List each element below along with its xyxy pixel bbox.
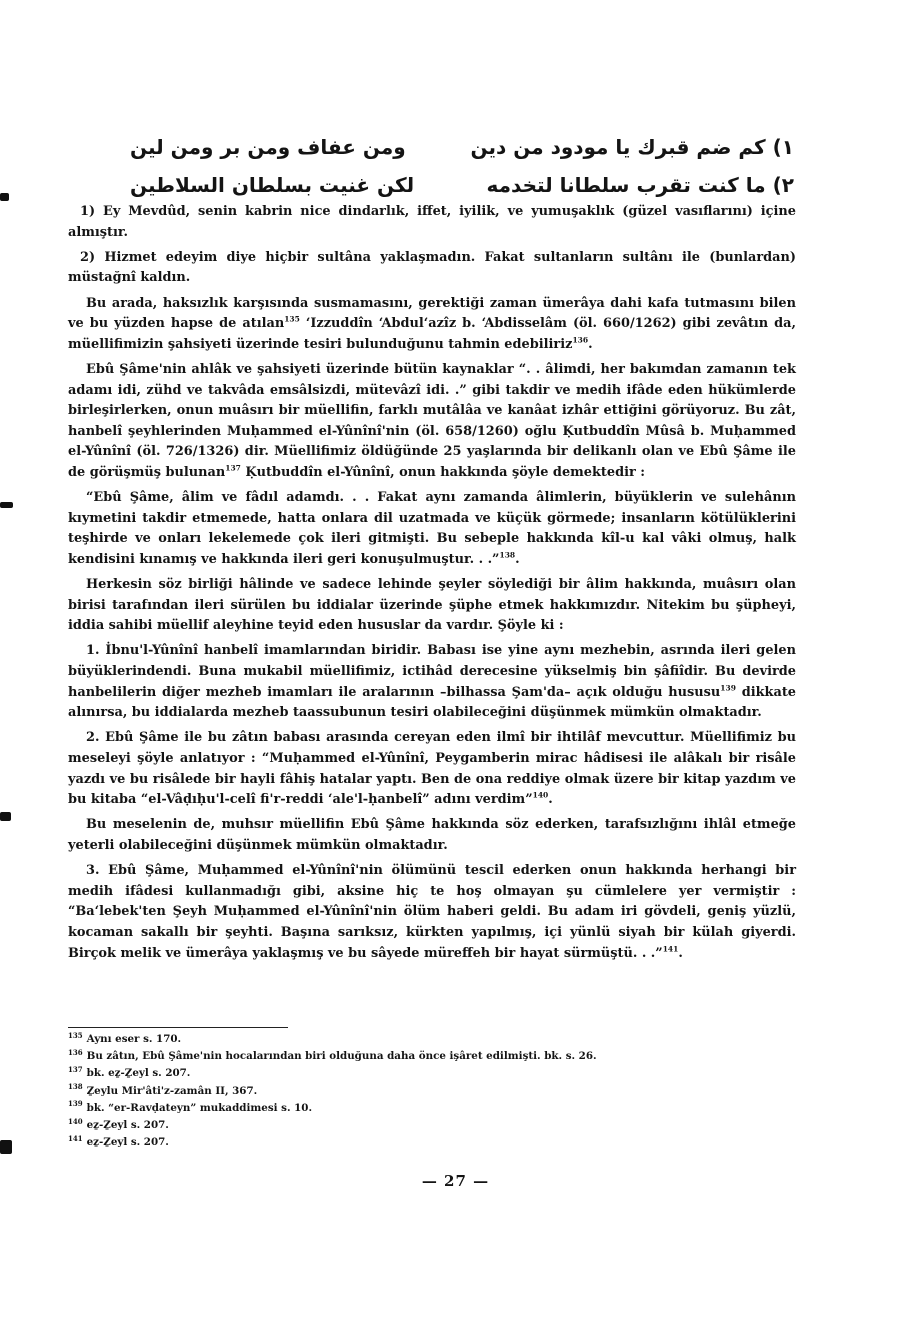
verse-1-first-hemistich: ١) كم ضم قبرك يا مودود من دين [470, 135, 794, 159]
arabic-verses [70, 128, 800, 204]
verse-line-1 [70, 128, 800, 166]
footnote-ref: 135 [284, 314, 300, 324]
paragraph: Bu arada, haksızlık karşısında susmamasını, gerektiği zaman ümerâya dahi kafa tutmasını bilen ve bu yüzden hapse de atılan$^{135}$ ‘Izzuddîn ‘Abdul‘azîz b. ‘Abdisselâm (öl. 660/1262) gibi zevâtın da, müellifimizin şahsiyeti üzerinde tesiri bulunduğunu tahmin edebiliriz$^{136}$. [68, 295, 796, 352]
footnote: $^{140}$ eẕ-Ẕeyl s. 207. [68, 1116, 169, 1132]
scan-edge-mark [0, 1140, 12, 1154]
scan-edge-mark [0, 193, 9, 201]
body-text [68, 202, 796, 969]
verse-line-2 [70, 166, 800, 204]
verse-1-second-hemistich: ومن عفاف ومن بر ومن لين [130, 135, 406, 159]
scan-edge-mark [0, 502, 13, 508]
verse-2-second-hemistich: لكن غنيت بسلطان السلاطين [130, 173, 415, 197]
footnote: $^{136}$ Bu zâtın, Ebû Şâme'nin hocalarından biri olduğuna daha önce işâret edilmişti. bk. s. 26. [68, 1047, 597, 1063]
footnote-ref: 137 [225, 463, 241, 473]
footnote-ref: 138 [499, 550, 516, 560]
footnote: $^{139}$ bk. “er-Ravḍateyn” mukaddimesi s. 10. [68, 1099, 313, 1114]
footnote-ref: 136 [572, 335, 589, 345]
numbered-paragraph-1: 1. İbnu'l-Yûnînî hanbelî imamlarından biridir. Babası ise yine aynı mezhebin, asrında ileri gelen büyüklerindendi. Buna mukabil müellifimiz, ictihâd derecesine yükselmiş bin şâfiîdir. Bu devirde hanbelilerin diğer mezheb imamları ile aralarının –bilhassa Şam'da– açık olduğu hususu$^{139}$ dikkate alınırsa, bu iddialarda mezheb taassubunun tesiri olabileceğini düşünmek mümkün olmaktadır. [68, 643, 796, 721]
footnote-ref: 139 [720, 683, 736, 693]
paragraph: Bu meselenin de, muhsır müellifin Ebû Şâme hakkında söz ederken, tarafsızlığını ihlâl etmeğe yeterli olabileceğini düşünmek mümkün olmaktadır. [68, 817, 796, 853]
footnote: $^{137}$ bk. eẕ-Ẕeyl s. 207. [68, 1064, 191, 1080]
footnote: $^{138}$ Ẕeylu Mir'âti'z-zamân II, 367. [68, 1082, 258, 1097]
numbered-paragraph-3: 3. Ebû Şâme, Muḥammed el-Yûnînî'nin ölümünü tescil ederken onun hakkında herhangi bir medih ifâdesi kullanmadığı gibi, aksine hiç te hoş olmayan şu cümlelere yer vermiştir : “Ba‘lebek'ten Şeyh Muḥammed el-Yûnînî'nin ölüm haberi geldi. Bu adam iri gövdeli, geniş yüzlü, kocaman sakallı bir şeyhti. Başına sarıksız, kürkten yapılmış, içi yünlü siyah bir külah giyerdi. Birçok melik ve ümerâya yaklaşmış ve bu sâyede müreffeh bir hayat sürmüştü. . .”$^{141}$. [68, 863, 796, 961]
numbered-paragraph-2: 2. Ebû Şâme ile bu zâtın babası arasında cereyan eden ilmî bir ihtilâf mevcuttur. Müellifimiz bu meseleyi şöyle anlatıyor : “Muḥammed el-Yûnînî, Peygamberin mirac hâdisesi ile alâkalı bir risâle yazdı ve bu risâlede bir hayli fâhiş hatalar yaptı. Ben de ona reddiye olmak üzere bir kitap yazdım ve bu kitaba “el-Vâḍıḥu'l-celî fi'r-reddi ‘ale'l-ḥanbelî” adını verdim”$^{140}$. [68, 730, 796, 808]
verse-2-first-hemistich: ٢) ما كنت تقرب سلطانا لتخدمه [486, 173, 794, 197]
footnote: $^{141}$ eẕ-Ẕeyl s. 207. [68, 1133, 169, 1149]
quotation-paragraph: “Ebû Şâme, âlim ve fâdıl adamdı. . . Fakat aynı zamanda âlimlerin, büyüklerin ve sulehânın kıymetini takdir etmemede, hatta onlara dil uzatmada ve küçük görmede; insanların kötülüklerini teşhirde ve onları lekelemede çok ileri gitmişti. Bu sebeple hakkında kîl-u kal vâki olmuş, halk kendisini kınamış ve hakkında ileri geri konuşulmuştur. . .”$^{138}$. [68, 490, 796, 567]
translation-1: 1) Ey Mevdûd, senin kabrin nice dindarlık, iffet, iyilik, ve yumuşaklık (güzel vasıflarını) içine almıştır. [68, 204, 796, 240]
paragraph: Ebû Şâme'nin ahlâk ve şahsiyeti üzerinde bütün kaynaklar “. . âlimdi, her bakımdan zamanın tek adamı idi, zühd ve takvâda emsâlsizdi, mütevâzî idi. .” gibi takdir ve medih ifâde eden hükümlerde birleşirlerken, onun muâsırı bir müellifin, farklı mutâlâa ve kanâat izhâr ettiğini görüyoruz. Bu zât, hanbelî şeyhlerinden Muḥammed el-Yûnînî'nin (öl. 658/1260) oğlu Ḳutbuddîn Mûsâ b. Muḥammed el-Yûnînî (öl. 726/1326) dir. Müellifimiz öldüğünde 25 yaşlarında bir delikanlı olan ve Ebû Şâme ile de görüşmüş bulunan$^{137}$ Ḳutbuddîn el-Yûnînî, onun hakkında şöyle demektedir : [68, 361, 796, 480]
footnote: $^{135}$ Aynı eser s. 170. [68, 1030, 182, 1045]
footnotes [68, 1031, 668, 1151]
paragraph: Herkesin söz birliği hâlinde ve sadece lehinde şeyler söylediği bir âlim hakkında, muâsırı olan birisi tarafından ileri sürülen bu iddialar üzerinde şüphe etmek hakkımızdır. Nitekim bu şüpheyi, iddia sahibi müellif aleyhine teyid eden hususlar da vardır. Şöyle ki : [68, 577, 796, 634]
scan-edge-mark [0, 812, 11, 821]
footnote-ref: 141 [662, 944, 679, 954]
footnote-divider [68, 1027, 288, 1028]
footnote-ref: 140 [532, 790, 549, 800]
translation-2: 2) Hizmet edeyim diye hiçbir sultâna yaklaşmadın. Fakat sultanların sultânı ile (bunlardan) müstağnî kaldın. [68, 249, 796, 286]
page-number: — 27 — [421, 1172, 490, 1190]
